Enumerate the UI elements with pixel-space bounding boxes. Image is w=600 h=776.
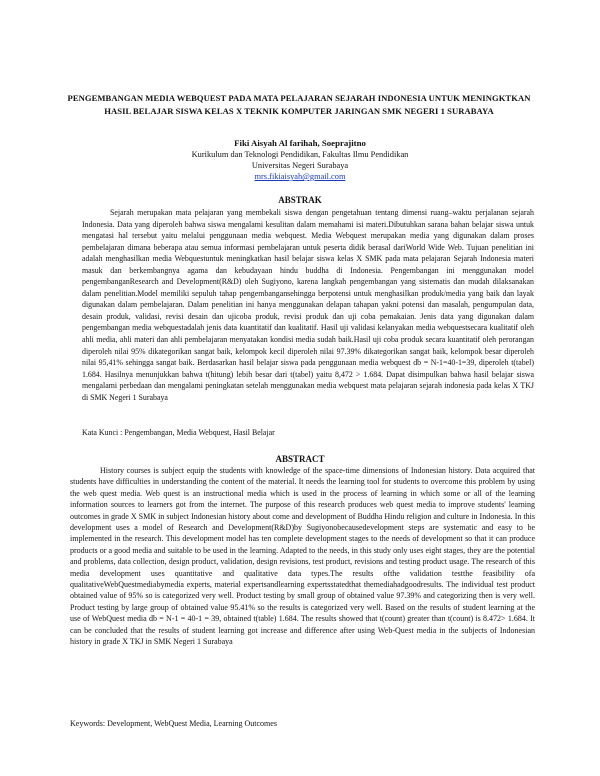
abstrak-keywords-label: Kata Kunci : bbox=[82, 428, 123, 437]
author-affiliation: Kurikulum dan Teknologi Pendidikan, Fakultas Ilmu Pendidikan bbox=[191, 150, 409, 159]
author-university: Universitas Negeri Surabaya bbox=[251, 161, 349, 170]
abstrak-keywords bbox=[82, 427, 534, 439]
abstrak-keywords-text: Pengembangan, Media Webquest, Hasil Belajar bbox=[124, 428, 275, 437]
abstrak-heading: ABSTRAK bbox=[278, 195, 322, 205]
abstract-keywords-text: Development, WebQuest Media, Learning Outcomes bbox=[107, 719, 277, 728]
author-email-link[interactable]: mrs.fikiaisyah@gmail.com bbox=[254, 172, 346, 181]
abstrak-body: Sejarah merupakan mata pelajaran yang membekali siswa dengan pengetahuan tentang dimensi ruang–waktu perjalanan sejarah Indonesia. Data yang diperoleh bahwa siswa mengalami kesulitan dalam memahami isi materi.Dibutuhkan sarana bahan belajar siswa untuk mengatasi hal tersebut yaitu melalui penggunaan media webquest. Media Webquest merupakan media yang digunakan dalam proses pembelajaran dimana beberapa atau semua informasi pembelajaran untuk peserta didik berasal dariWorld Wide Web. Tujuan penelitian ini adalah menghasilkan media Webquestuntuk meningkatkan hasil belajar siswa kelas X SMK pada mata pelajaran Sejarah Indonesia materi masuk dan berkembangnya agama dan kebudayaan hindu buddha di Indonesia. Pengembangan ini menggunakan model pengembanganResearch and Development(R&D) oleh Sugiyono, karena langkah pengembangan yang sistematis dan mudah dilaksanakan dalam penelitian.Model memiliki sepuluh tahap pengembangansehingga berpotensi untuk menghasilkan produk/media yang baik dan layak digunakan dalam pembelajaran. Dalam penelitian ini hanya menggunakan delapan tahapan yakni potensi dan masalah, pengumpulan data, desain produk, validasi, revisi desain dan ujicoba produk, revisi produk dan uji coba pemakaian. Jenis data yang digunakan dalam pengembangan media webquestadalah jenis data kuantitatif dan kualitatif. Hasil uji validasi kelanyakan media webquestsecara kualitatif oleh ahli media, ahli materi dan ahli pembelajaran menyatakan kondisi media sudah baik.Hasil uji coba produk secara kuantitatif oleh perorangan diperoleh nilai 95% dikategorikan sangat baik, kelompok kecil diperoleh nilai 97.39% dikategorikan sangat baik, kelompok besar diperoleh nilai 95,41% sehingga sangat baik. Berdasarkan hasil belajar siswa pada penggunaan media webquest db = N-1=40-1=39, diperoleh t(tabel) 1.684. Hasilnya menunjukkan bahwa t(hitung) lebih besar dari t(tabel) yaitu 8,472 > 1.684. Dapat disimpulkan bahwa hasil belajar siswa mengalami perbedaan dan mengalami peningkatan setelah menggunakan media webquest mata pelajaran sejarah indonesia pada kelas X TKJ di SMK Negeri 1 Surabaya bbox=[82, 208, 534, 402]
abstract-body: History courses is subject equip the students with knowledge of the space-time dimensions of Indonesian history. Data acquired that students have difficulties in understanding the content of the material. It needs the learning tool for students to overcome this problem by using the web quest media. Web quest is an instructional media which is used in the process of learning in which some or all of the learning information sources to learners got from the internet. The purpose of this research produces web quest media to improve students' learning outcomes in grade X SMK in subject Indonesian history about come and development of Buddha Hindu religion and culture in Indonesia. In this development uses a model of Research and Development(R&D)by Sugiyonobecausedevelopment steps are systematic and easy to be implemented in the research. This development model has ten complete development stages to the needs of development so that it can produce products or a good media and suitable to be used in the learning. Adapted to the needs, in this study only uses eight stages, they are the potential and problems, data collection, design product, validation, design revisions, test product, revisions and testing product usage. The research of this media development uses quantitative and qualitative data types.The results ofthe validation testthe feasibility ofa qualitativeWebQuestmediabymedia experts, material expertsandlearning expertsstatedthat themediahadgoodresults. The individual test product obtained value of 95% so is categorized very well. Product testing by small group of obtained value 97.39% and categorizing then is very well. Product testing by large group of obtained value 95.41% so the results is categorized very well. Based on the results of student learning at the use of WebQuest media db = N-1 = 40-1 = 39, obtained t(table) 1.684. The results showed that t(count) greater than t(count) is 8.472> 1.684. It can be concluded that the results of student learning got increase and difference after using Web-Quest media in the subjects of Indonesian history in grade X TKJ in SMK Negeri 1 Surabaya bbox=[70, 466, 535, 647]
abstract-heading: ABSTRACT bbox=[275, 454, 325, 464]
abstract-keywords bbox=[70, 718, 535, 729]
abstract-keywords-label: Keywords: bbox=[70, 719, 106, 728]
paper-title: PENGEMBANGAN MEDIA WEBQUEST PADA MATA PELAJARAN SEJARAH INDONESIA UNTUK MENINGKTKAN HASIL BELAJAR SISWA KELAS X TEKNIK KOMPUTER JARINGAN SMK NEGERI 1 SURABAYA bbox=[67, 93, 531, 116]
author-email-line bbox=[0, 171, 600, 182]
author-names: Fiki Aisyah Al farihah, Soeprajitno bbox=[234, 138, 366, 148]
